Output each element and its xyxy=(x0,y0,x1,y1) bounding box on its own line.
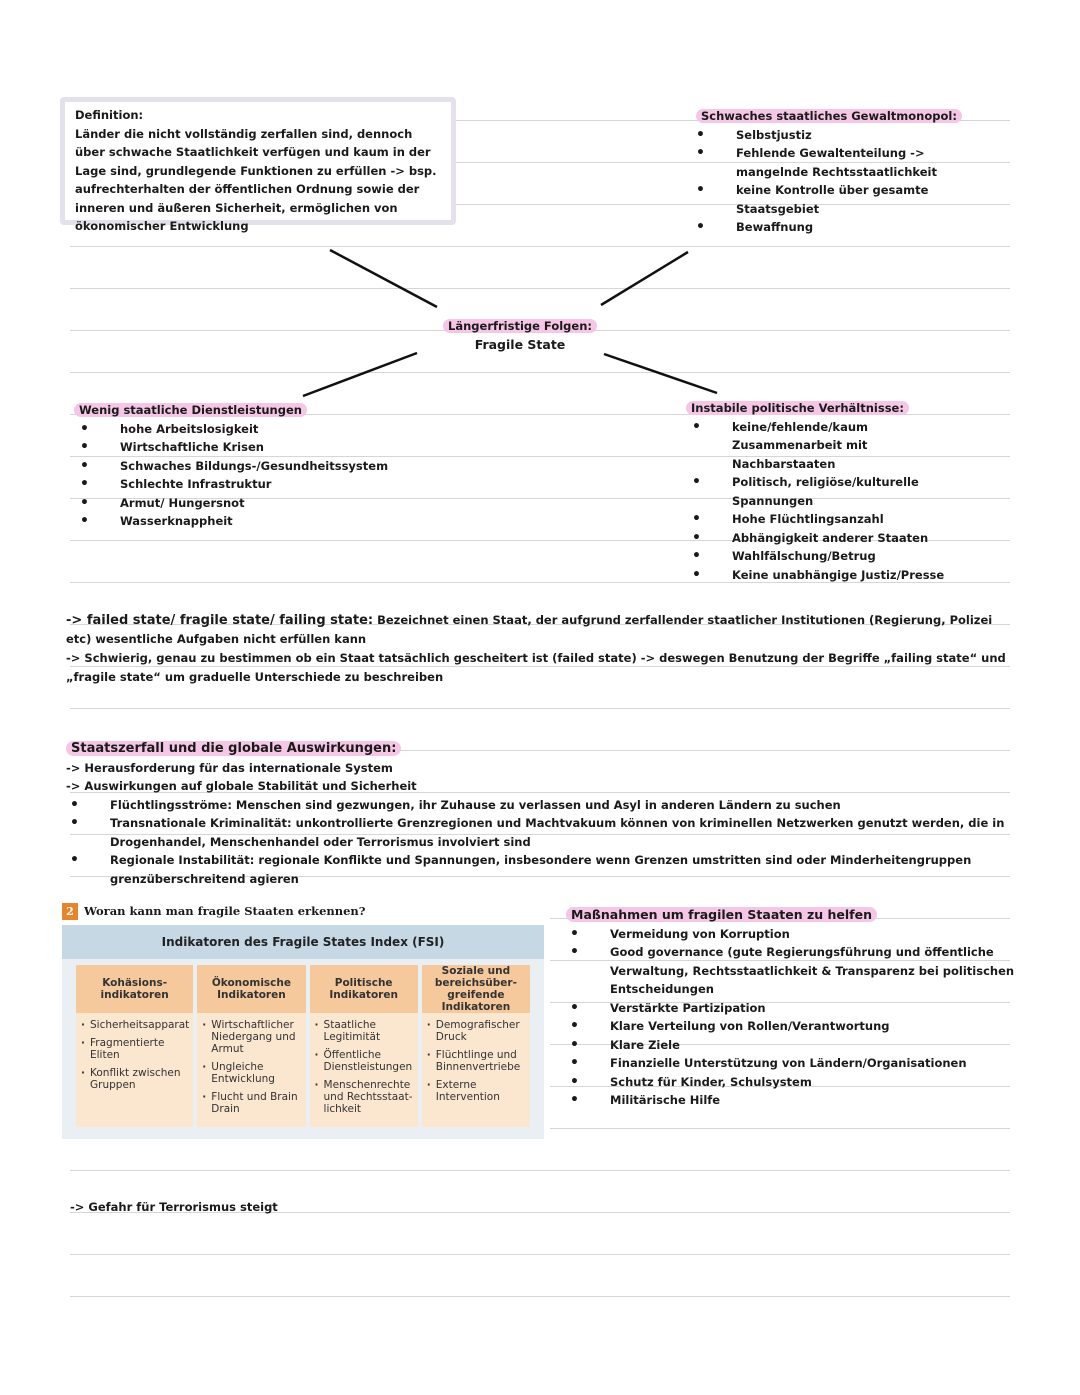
fsi-number-badge: 2 xyxy=(62,903,78,920)
gewaltmonopol-item: • keine Kontrolle über gesamte Staatsgebiet xyxy=(696,181,996,218)
global-section xyxy=(66,740,1046,888)
global-item: • Transnationale Kriminalität: unkontrollierte Grenzregionen und Machtvakuum können von kriminellen Netzwerken genutzt werden, die in Drogenhandel, Menschenhandel oder Terrorismus involviert sind xyxy=(70,814,1046,851)
connector-line xyxy=(330,250,437,307)
politisch-item: • Wahlfälschung/Betrug xyxy=(692,547,966,566)
fsi-indicator: · Externe Intervention xyxy=(426,1079,526,1103)
politisch-title: Instabile politische Verhältnisse: xyxy=(686,401,909,415)
fsi-column xyxy=(422,965,530,1127)
dienstleistungen-section xyxy=(74,401,394,531)
politisch-item: • Politisch, religiöse/kulturelle Spannungen xyxy=(692,473,966,510)
fsi-column-header: Soziale und bereichsüber-greifende Indikatoren xyxy=(422,965,530,1013)
center-title: Längerfristige Folgen: xyxy=(443,319,597,333)
fsi-column-header: Politische Indikatoren xyxy=(310,965,418,1013)
massnahmen-item: • Vermeidung von Korruption xyxy=(570,925,1016,944)
gewaltmonopol-list xyxy=(696,126,996,237)
definition-text: Länder die nicht vollständig zerfallen sind, dennoch über schwache Staatlichkeit verfügen und kaum in der Lage sind, grundlegende Funktionen zu erfüllen -> bsp. aufrechterhalten der öffentlichen Ordnung sowie der inneren und äußeren Sicherheit, ermöglichen von ökonomischer Entwicklung xyxy=(75,126,437,233)
massnahmen-item: • Klare Verteilung von Rollen/Verantwortung xyxy=(570,1017,1016,1036)
failed-state-section xyxy=(66,611,1016,687)
fsi-indicator: · Konflikt zwischen Gruppen xyxy=(80,1067,189,1091)
gewaltmonopol-item: • Selbstjustiz xyxy=(696,126,996,145)
politisch-item: • Abhängigkeit anderer Staaten xyxy=(692,529,966,548)
dienstleistungen-item: • hohe Arbeitslosigkeit xyxy=(80,420,394,439)
fsi-indicator: · Staatliche Legitimität xyxy=(314,1019,414,1043)
fsi-indicator: · Ungleiche Entwicklung xyxy=(201,1061,301,1085)
fsi-column xyxy=(197,965,305,1127)
massnahmen-list xyxy=(570,925,1016,1110)
massnahmen-item: • Verstärkte Partizipation xyxy=(570,999,1016,1018)
politisch-item: • Keine unabhängige Justiz/Presse xyxy=(692,566,966,585)
fsi-indicator: · Flucht und Brain Drain xyxy=(201,1091,301,1115)
center-node xyxy=(430,317,610,354)
dienstleistungen-item: • Schwaches Bildungs-/Gesundheitssystem xyxy=(80,457,394,476)
massnahmen-section xyxy=(566,906,1016,1110)
dienstleistungen-item: • Armut/ Hungersnot xyxy=(80,494,394,513)
global-arrow-1: -> Herausforderung für das internationale System xyxy=(66,760,393,775)
failed-state-term: -> failed state/ fragile state/ failing state: xyxy=(66,613,374,628)
definition-box xyxy=(60,97,456,233)
politisch-item: • keine/fehlende/kaum Zusammenarbeit mit Nachbarstaaten xyxy=(692,418,966,474)
dienstleistungen-item: • Wasserknappheit xyxy=(80,512,394,531)
fsi-question xyxy=(62,903,366,920)
fsi-column xyxy=(310,965,418,1127)
fsi-indicator: · Demografischer Druck xyxy=(426,1019,526,1043)
politisch-item: • Hohe Flüchtlingsanzahl xyxy=(692,510,966,529)
fsi-question-text: Woran kann man fragile Staaten erkennen? xyxy=(84,904,366,918)
fsi-column xyxy=(76,965,193,1127)
fsi-indicator: · Öffentliche Dienstleistungen xyxy=(314,1049,414,1073)
global-item: • Flüchtlingsströme: Menschen sind gezwungen, ihr Zuhause zu verlassen und Asyl in anderen Ländern zu suchen xyxy=(70,796,1046,815)
fsi-title: Indikatoren des Fragile States Index (FSI) xyxy=(62,925,544,959)
connector-line xyxy=(303,353,417,396)
global-title: Staatszerfall und die globale Auswirkungen: xyxy=(66,741,401,756)
connector-line xyxy=(601,252,688,305)
global-item: • Regionale Instabilität: regionale Konflikte und Spannungen, insbesondere wenn Grenzen umstritten sind oder Minderheitengruppen grenzüberschreitend agieren xyxy=(70,851,1046,888)
global-list xyxy=(70,796,1046,889)
massnahmen-title: Maßnahmen um fragilen Staaten zu helfen xyxy=(566,907,877,922)
connector-line xyxy=(604,354,717,393)
failed-state-definition: Bezeichnet einen Staat, der aufgrund zerfallender staatlicher Institutionen (Regierung, Polizei etc) wesentliche Aufgaben nicht erfüllen kann xyxy=(66,613,993,646)
definition-title: Definition: xyxy=(75,108,144,122)
fsi-indicator: · Fragmentierte Eliten xyxy=(80,1037,189,1061)
massnahmen-item: • Schutz für Kinder, Schulsystem xyxy=(570,1073,1016,1092)
massnahmen-item: • Klare Ziele xyxy=(570,1036,1016,1055)
terrorism-note: -> Gefahr für Terrorismus steigt xyxy=(70,1200,278,1214)
fsi-indicator: · Sicherheitsapparat xyxy=(80,1019,189,1031)
gewaltmonopol-item: • Fehlende Gewaltenteilung -> mangelnde Rechtsstaatlichkeit xyxy=(696,144,996,181)
fsi-indicator: · Wirtschaftlicher Niedergang und Armut xyxy=(201,1019,301,1055)
failed-state-note: -> Schwierig, genau zu bestimmen ob ein Staat tatsächlich gescheitert ist (failed state) -> deswegen Benutzung der Begriffe „failing state“ und „fragile state“ um graduelle Unterschiede zu beschreiben xyxy=(66,651,1006,684)
global-arrow-2: -> Auswirkungen auf globale Stabilität und Sicherheit xyxy=(66,779,417,793)
center-subtitle: Fragile State xyxy=(474,336,566,352)
fsi-column-header: Kohäsions- indikatoren xyxy=(76,965,193,1013)
fsi-indicator: · Flüchtlinge und Binnenvertriebe xyxy=(426,1049,526,1073)
gewaltmonopol-title: Schwaches staatliches Gewaltmonopol: xyxy=(696,109,962,123)
massnahmen-item: • Militärische Hilfe xyxy=(570,1091,1016,1110)
politisch-section xyxy=(686,399,966,584)
fsi-figure xyxy=(62,925,544,1139)
fsi-columns xyxy=(62,959,544,1133)
gewaltmonopol-item: • Bewaffnung xyxy=(696,218,996,237)
dienstleistungen-title: Wenig staatliche Dienstleistungen xyxy=(74,403,307,417)
fsi-column-header: Ökonomische Indikatoren xyxy=(197,965,305,1013)
gewaltmonopol-section xyxy=(696,107,996,237)
dienstleistungen-item: • Wirtschaftliche Krisen xyxy=(80,438,394,457)
dienstleistungen-item: • Schlechte Infrastruktur xyxy=(80,475,394,494)
massnahmen-item: • Finanzielle Unterstützung von Ländern/Organisationen xyxy=(570,1054,1016,1073)
fsi-indicator: · Menschenrechte und Rechtsstaat-lichkeit xyxy=(314,1079,414,1115)
massnahmen-item: • Good governance (gute Regierungsführung und öffentliche Verwaltung, Rechtsstaatlichkeit & Transparenz bei politischen Entscheidungen xyxy=(570,943,1016,999)
politisch-list xyxy=(692,418,966,585)
dienstleistungen-list xyxy=(80,420,394,531)
